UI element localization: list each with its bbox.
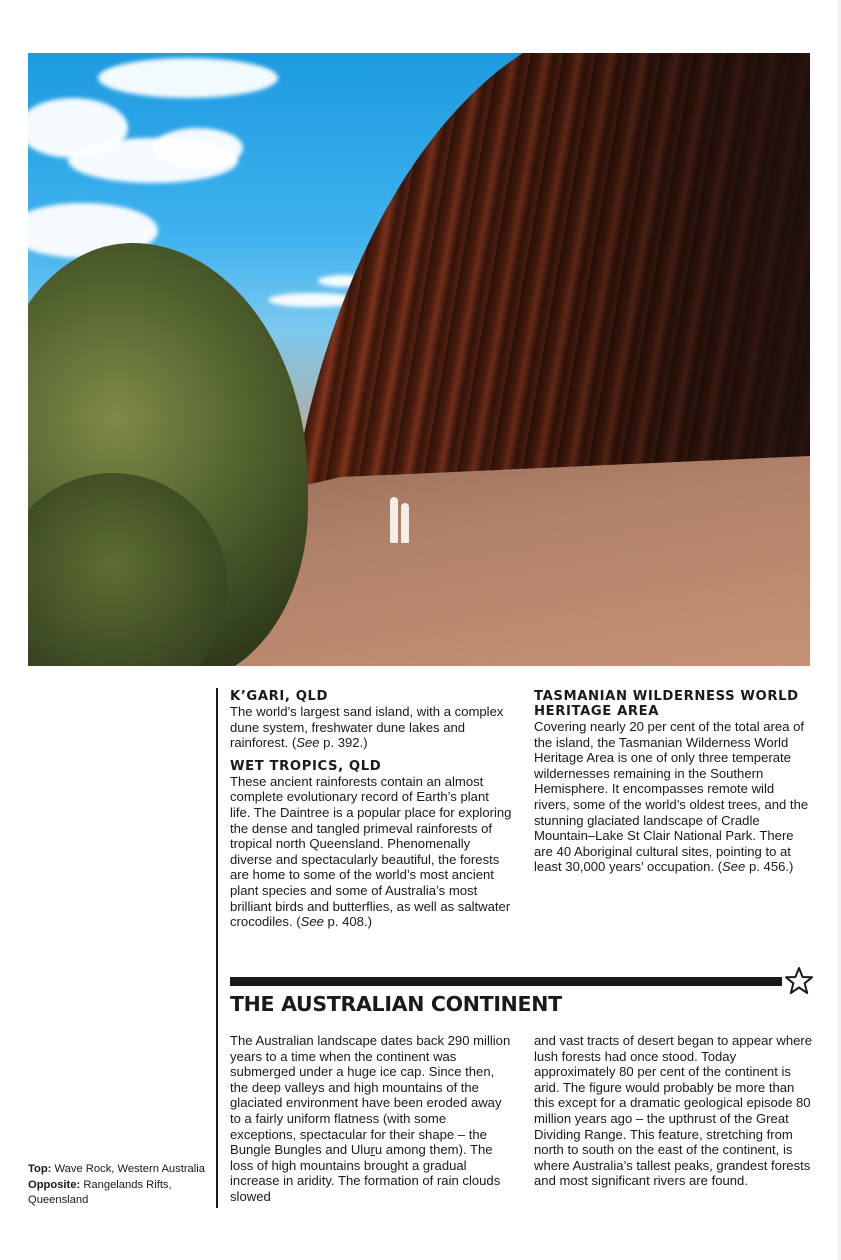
entry-text: These ancient rainforests contain an almost complete evolutionary record of Earth’s plant life. The Daintree is a popular place for exploring the dense and tangled primeval rainforests of tropical north Queensland. Phenomenally diverse and spectacularly beautiful, the forests are home to some of the world’s most ancient plant species and some of Australia’s most brilliant birds and butterflies, as well as saltwater crocodiles. (See p. 408.) — [230, 773, 512, 930]
body-text: and vast tracts of desert began to appear where lush forests had once stood. Today approximately 80 per cent of the continent is arid. The figure would probably be more than this except for a dramatic geological episode 80 million years ago – the upthrust of the Great Dividing Range. This feature, stretching from north to south on the east of the continent, is where Australia’s tallest peaks, grandest forests and most significant rivers are found. — [534, 1033, 813, 1189]
section-body-left — [230, 1033, 512, 1205]
people — [390, 493, 412, 543]
photo-caption: Top: Wave Rock, Western Australia Opposite: Rangelands Rifts, Queensland — [28, 1163, 205, 1207]
entry-title: K’GARI, QLD — [230, 689, 329, 704]
entry-text: The world’s largest sand island, with a complex dune system, freshwater dune lakes and rainforest. (See p. 392.) — [230, 704, 504, 751]
body-text: The Australian landscape dates back 290 million years to a time when the continent was submerged under a huge ice cap. Since then, the deep valleys and high mountains of the glaciated environment have been eroded away to a fairly uniform flatness (with some exceptions, spectacular for their shape – the Bungle Bungles and Uluru among them). The loss of high mountains brought a gradual increase in aridity. The formation of rain clouds slowed — [230, 1033, 511, 1204]
section-title: THE AUSTRALIAN CONTINENT — [230, 992, 562, 1016]
column-rule — [216, 688, 218, 1208]
section-body-right — [534, 1033, 814, 1189]
entries-right-column — [534, 689, 810, 883]
wave-rock-photo — [28, 53, 810, 666]
entry-tasmanian-wilderness — [534, 689, 810, 875]
entry-kgari — [230, 689, 512, 751]
entry-text: Covering nearly 20 per cent of the total area of the island, the Tasmanian Wilderness World Heritage Area is one of only three temperate wildernesses remaining in the Southern Hemisphere. It encompasses remote wild rivers, some of the world’s oldest trees, and the stunning glaciated landscape of Cradle Mountain–Lake St Clair National Park. There are 40 Aboriginal cultural sites, pointing to at least 30,000 years’ occupation. (See p. 456.) — [534, 719, 809, 875]
entries-left-column — [230, 689, 512, 938]
entry-title: WET TROPICS, QLD — [230, 758, 382, 774]
entry-wet-tropics — [230, 759, 512, 930]
section-bar — [230, 977, 782, 986]
entry-title: TASMANIAN WILDERNESS WORLD HERITAGE AREA — [534, 689, 799, 719]
